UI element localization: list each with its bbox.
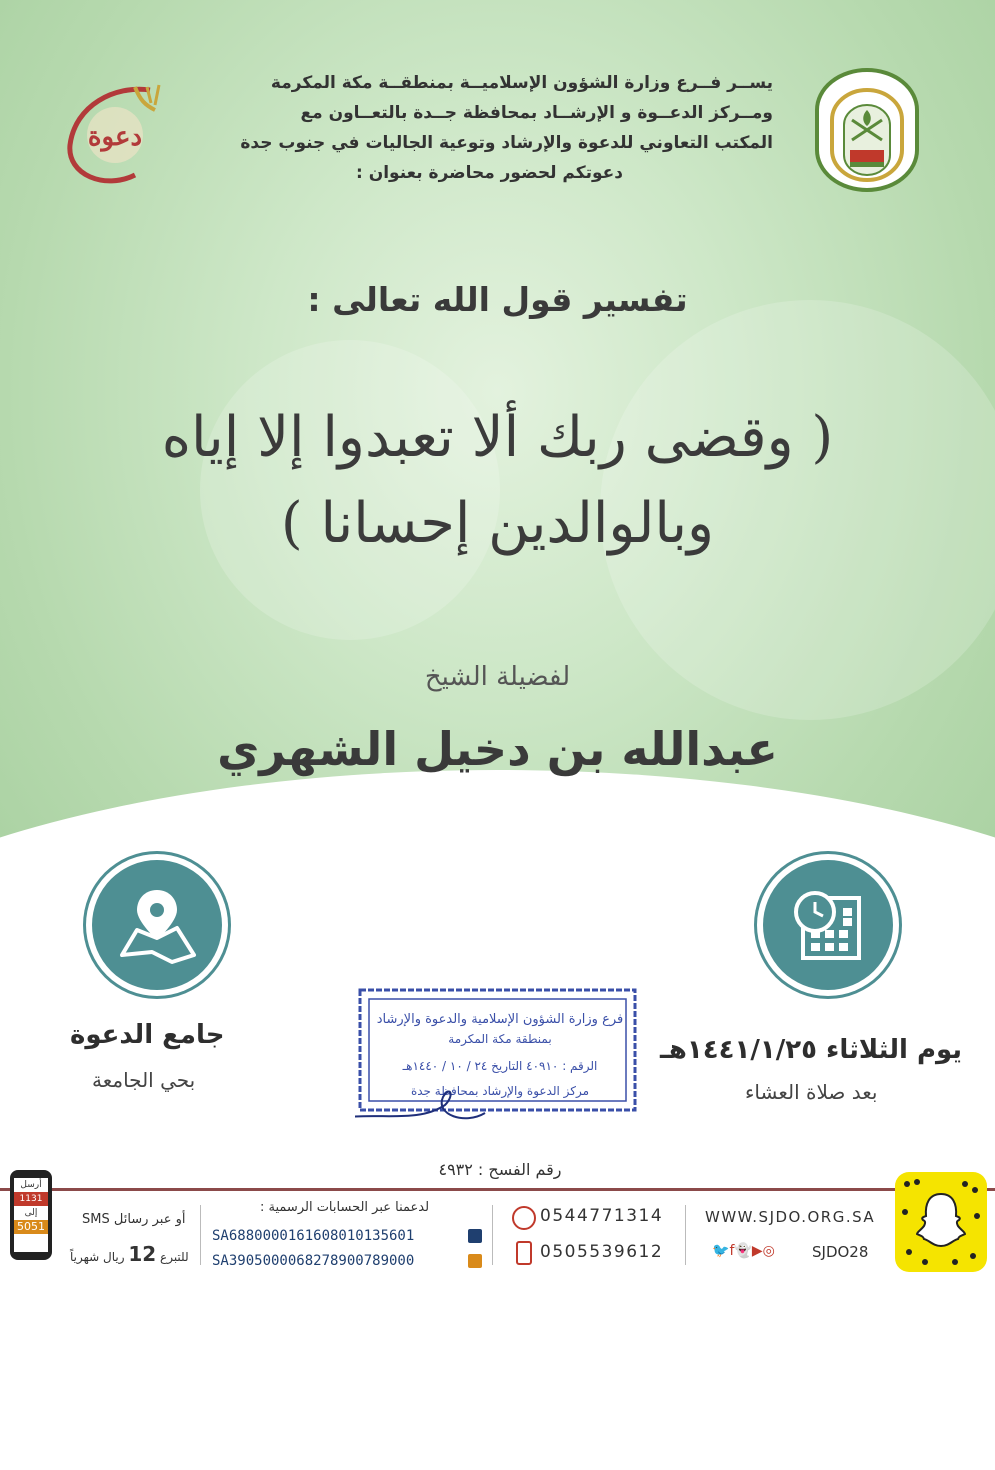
verse-line: وبالوالدين إحسانا ) (280, 491, 715, 556)
logo-text: دعوة (87, 122, 143, 152)
social-icons (712, 1243, 775, 1259)
place-subtitle: بحي الجامعة (92, 1068, 196, 1092)
place-title: جامع الدعوة (70, 1020, 225, 1050)
twitter-icon[interactable]: 🐦 (712, 1243, 730, 1259)
mobile-icon (516, 1241, 532, 1265)
phone-number-mobile[interactable]: 0505539612 (540, 1242, 664, 1262)
bank-icon (468, 1229, 482, 1243)
stamp-line: مركز الدعوة والإرشاد بمحافظة جدة (410, 1084, 590, 1098)
snapchat-code (895, 1172, 987, 1272)
donate-amount: 12 (128, 1242, 157, 1266)
date-subtitle: بعد صلاة العشاء (745, 1080, 878, 1104)
footer-separator (492, 1205, 493, 1265)
iban-account-2[interactable]: SA3905000068278900789000 (212, 1253, 415, 1269)
header-line: دعوتكم لحضور محاضرة بعنوان : (355, 163, 623, 183)
donate-unit: ريال شهرياً (70, 1250, 125, 1264)
lecture-subtitle: تفسير قول الله تعالى : (307, 280, 688, 319)
donation-info (70, 1242, 189, 1266)
date-title: يوم الثلاثاء ١٤٤١/١/٢٥هـ (660, 1035, 963, 1065)
header-line: المكتب التعاوني للدعوة والإرشاد وتوعية الجاليات في جنوب جدة (240, 133, 773, 153)
header-line: ومــركز الدعــوة و الإرشــاد بمحافظة جــدة بالتعــاون مع (300, 103, 773, 123)
phone-screen-to: إلى (24, 1208, 38, 1218)
sheikh-label: لفضيلة الشيخ (424, 662, 571, 692)
facebook-icon[interactable]: f (729, 1243, 735, 1259)
sms-label: أو عبر رسائل SMS (82, 1212, 186, 1227)
phone-graphic (10, 1170, 52, 1260)
stamp-line: بمنطقة مكة المكرمة (448, 1032, 552, 1046)
official-stamp (355, 985, 645, 1130)
verse-line: ( وقضى ربك ألا تعبدوا إلا إياه (161, 405, 834, 470)
sheikh-name: عبدالله بن دخيل الشهري (217, 722, 778, 776)
calendar-icon (763, 860, 893, 990)
instagram-icon[interactable]: ◎ (762, 1243, 775, 1259)
phone-screen-short: 5051 (14, 1220, 48, 1234)
ministry-logo (812, 60, 922, 195)
accounts-label: لدعمنا عبر الحسابات الرسمية : (260, 1200, 430, 1215)
stamp-line: الرقم : ٤٠٩١٠ التاريخ ٢٤ / ١٠ / ١٤٤٠هـ (402, 1059, 598, 1073)
youtube-icon[interactable]: ▶ (751, 1243, 763, 1259)
phone-screen-send: أرسل (20, 1180, 42, 1190)
registration-number: رقم الفسح : ٤٩٣٢ (438, 1160, 562, 1179)
header-line: يســر فــرع وزارة الشؤون الإسلاميــة بمنطقــة مكة المكرمة (270, 73, 773, 93)
phone-number-whatsapp[interactable]: 0544771314 (540, 1206, 664, 1226)
website-link[interactable]: WWW.SJDO.ORG.SA (705, 1208, 876, 1226)
stamp-line: فرع وزارة الشؤون الإسلامية والدعوة والإرشاد (376, 1012, 624, 1027)
bank-icon (468, 1254, 482, 1268)
verse-text (0, 395, 995, 567)
phone-screen-num: 1131 (14, 1192, 48, 1206)
whatsapp-icon (512, 1206, 536, 1230)
social-handle: SJDO28 (812, 1243, 869, 1261)
footer-separator (685, 1205, 686, 1265)
iban-account-1[interactable]: SA6880000161608010135601 (212, 1228, 415, 1244)
dawah-logo (55, 75, 175, 195)
donate-text: للتبرع (160, 1250, 189, 1264)
invitation-header (173, 68, 773, 188)
footer (0, 1191, 995, 1280)
snapchat-icon[interactable]: 👻 (734, 1243, 752, 1259)
location-icon (92, 860, 222, 990)
footer-separator (200, 1205, 201, 1265)
